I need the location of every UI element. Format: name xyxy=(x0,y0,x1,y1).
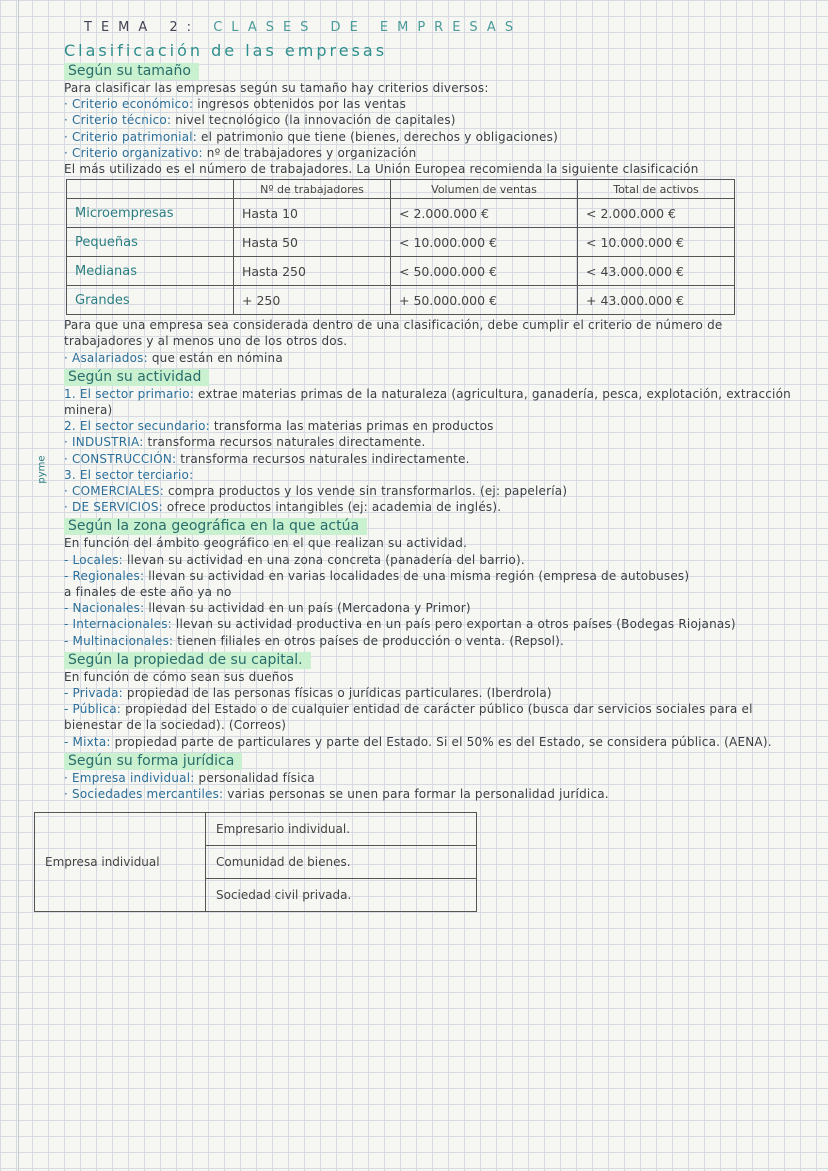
individual-table-label: Empresa individual xyxy=(35,813,206,912)
section-zona: Según la zona geográfica en la que actúa xyxy=(64,518,367,535)
line-lead: · CONSTRUCCIÓN: xyxy=(64,451,177,466)
line-text: propiedad del Estado o de cualquier entidad de carácter público (busca dar servicios sociales para el bienestar de la sociedad). (Correos) xyxy=(64,702,753,733)
main-section-heading: Clasificación de las empresas xyxy=(64,41,388,60)
notes-page xyxy=(36,20,794,912)
post_table-line xyxy=(64,350,794,366)
line-text: extrae materias primas de la naturaleza (agricultura, ganadería, pesca, explotación, extracción minera) xyxy=(64,386,791,418)
size-table-cell: < 2.000.000 € xyxy=(391,199,578,228)
size-table-cell: Hasta 250 xyxy=(234,257,391,286)
line-text: compra productos y los vende sin transformarlos. (ej: papelería) xyxy=(163,484,568,499)
line-text: ingresos obtenidos por las ventas xyxy=(193,97,407,112)
line-lead: · Sociedades mercantiles: xyxy=(64,787,224,802)
line-text: varias personas se unen para formar la personalidad jurídica. xyxy=(223,787,609,802)
size-table-row xyxy=(67,228,735,257)
line-text: que están en nómina xyxy=(147,350,283,365)
line-text: El más utilizado es el número de trabajadores. La Unión Europea recomienda la siguiente clasificación xyxy=(64,162,699,177)
zona-line xyxy=(64,616,794,632)
forma-line xyxy=(64,770,794,786)
size-table-header-cell xyxy=(67,180,234,199)
zona-line xyxy=(64,633,794,649)
post_table-line xyxy=(64,317,794,349)
size-table-cell: + 43.000.000 € xyxy=(578,286,735,315)
size-table-body xyxy=(67,199,735,315)
line-text: llevan su actividad en varias localidades de una misma región (empresa de autobuses) xyxy=(144,568,690,583)
line-lead: 2. El sector secundario: xyxy=(64,419,210,434)
propiedad-block xyxy=(64,669,794,750)
line-text: propiedad de las personas físicas o jurídicas particulares. (Iberdrola) xyxy=(122,686,552,701)
line-lead: · INDUSTRIA: xyxy=(64,435,144,450)
zona-line xyxy=(64,552,794,568)
actividad-line xyxy=(64,434,794,450)
propiedad-line xyxy=(64,701,794,733)
line-text: llevan su actividad en una zona concreta (panadería del barrio). xyxy=(122,552,525,567)
line-lead: 3. El sector terciario: xyxy=(64,467,194,482)
line-text: En función del ámbito geográfico en el que realizan su actividad. xyxy=(64,536,468,551)
individual-table-item: Comunidad de bienes. xyxy=(206,846,477,879)
line-lead: · Empresa individual: xyxy=(64,770,195,785)
section-propiedad: Según la propiedad de su capital. xyxy=(64,652,311,669)
size-table-header-cell: Total de activos xyxy=(578,180,735,199)
line-text: nº de trabajadores y organización xyxy=(202,145,417,160)
forma-block xyxy=(64,770,794,802)
line-lead: · Criterio económico: xyxy=(64,97,194,112)
notebook-margin xyxy=(18,0,19,1171)
line-lead: · COMERCIALES: xyxy=(64,484,164,499)
line-lead: - Multinacionales: xyxy=(64,633,174,648)
tamano-line xyxy=(64,161,794,177)
actividad-line xyxy=(64,418,794,434)
size-table-cell: Pequeñas xyxy=(67,228,234,257)
size-table-row xyxy=(67,199,735,228)
line-text: llevan su actividad en un país (Mercadona y Primor) xyxy=(144,601,471,616)
individual-table xyxy=(34,812,477,912)
zona-line xyxy=(64,600,794,616)
individual-table-item: Sociedad civil privada. xyxy=(206,879,477,912)
line-text: transforma las materias primas en productos xyxy=(209,419,494,434)
size-table-cell: Medianas xyxy=(67,257,234,286)
forma-line xyxy=(64,786,794,802)
tamano-line xyxy=(64,80,794,96)
line-text: el patrimonio que tiene (bienes, derechos y obligaciones) xyxy=(197,129,558,144)
title-prefix: TEMA 2: xyxy=(84,20,201,35)
size-table-cell: < 50.000.000 € xyxy=(391,257,578,286)
pyme-label: pyme xyxy=(36,455,48,484)
post-table-block xyxy=(64,317,794,366)
size-table-cell: Hasta 50 xyxy=(234,228,391,257)
propiedad-line xyxy=(64,734,794,750)
size-table-cell: < 43.000.000 € xyxy=(578,257,735,286)
size-table-cell: + 250 xyxy=(234,286,391,315)
line-text: tienen filiales en otros países de producción o venta. (Repsol). xyxy=(173,633,565,648)
line-lead: - Pública: xyxy=(64,702,122,717)
line-lead: - Mixta: xyxy=(64,734,111,749)
individual-table-row xyxy=(35,813,477,846)
size-table xyxy=(66,179,735,315)
size-table-cell: Hasta 10 xyxy=(234,199,391,228)
line-text: a finales de este año ya no xyxy=(64,585,232,600)
tamano-line xyxy=(64,96,794,112)
line-text: transforma recursos naturales directamente. xyxy=(143,435,426,450)
line-lead: · Criterio patrimonial: xyxy=(64,129,198,144)
size-table-row xyxy=(67,257,735,286)
line-text: transforma recursos naturales indirectamente. xyxy=(176,451,470,466)
title-rest: CLASES DE EMPRESAS xyxy=(200,20,523,35)
zona-line xyxy=(64,535,794,551)
section-forma: Según su forma jurídica xyxy=(64,753,242,770)
tamano-line xyxy=(64,112,794,128)
size-table-row xyxy=(67,286,735,315)
zona-line xyxy=(64,584,794,600)
line-text: personalidad física xyxy=(194,770,315,785)
actividad-line xyxy=(64,483,794,499)
tamano-block xyxy=(64,80,794,177)
actividad-line xyxy=(64,467,794,483)
size-table-cell: Grandes xyxy=(67,286,234,315)
section-actividad: Según su actividad xyxy=(64,369,209,386)
zona-line xyxy=(64,568,794,584)
line-lead: - Locales: xyxy=(64,552,123,567)
size-table-cell: + 50.000.000 € xyxy=(391,286,578,315)
line-lead: - Privada: xyxy=(64,686,123,701)
line-lead: - Nacionales: xyxy=(64,601,145,616)
line-lead: · Asalariados: xyxy=(64,350,148,365)
line-lead: - Regionales: xyxy=(64,568,145,583)
line-text: propiedad parte de particulares y parte del Estado. Si el 50% es del Estado, se considera pública. (AENA). xyxy=(110,734,772,749)
actividad-line xyxy=(64,386,794,418)
line-lead: 1. El sector primario: xyxy=(64,386,195,401)
size-table-cell: Microempresas xyxy=(67,199,234,228)
propiedad-line xyxy=(64,669,794,685)
size-table-cell: < 10.000.000 € xyxy=(578,228,735,257)
line-lead: · Criterio organizativo: xyxy=(64,145,203,160)
line-lead: · Criterio técnico: xyxy=(64,113,172,128)
tamano-line xyxy=(64,129,794,145)
line-text: ofrece productos intangibles (ej: academia de inglés). xyxy=(162,500,502,515)
line-lead: - Internacionales: xyxy=(64,617,172,632)
size-table-header xyxy=(67,180,735,199)
actividad-line xyxy=(64,451,794,467)
individual-table-item: Empresario individual. xyxy=(206,813,477,846)
size-table-header-cell: Nº de trabajadores xyxy=(234,180,391,199)
zona-block xyxy=(64,535,794,648)
propiedad-line xyxy=(64,685,794,701)
line-lead: · DE SERVICIOS: xyxy=(64,500,163,515)
line-text: Para que una empresa sea considerada dentro de una clasificación, debe cumplir el criterio de número de trabajadores y al menos uno de los otros dos. xyxy=(64,318,723,349)
line-text: Para clasificar las empresas según su tamaño hay criterios diversos: xyxy=(64,81,489,95)
actividad-line xyxy=(64,499,794,515)
line-text: nivel tecnológico (la innovación de capitales) xyxy=(171,113,456,128)
size-table-cell: < 10.000.000 € xyxy=(391,228,578,257)
tamano-line xyxy=(64,145,794,161)
actividad-block xyxy=(64,386,794,516)
line-text: llevan su actividad productiva en un país pero exportan a otros países (Bodegas Riojanas) xyxy=(171,617,736,632)
size-table-header-cell: Volumen de ventas xyxy=(391,180,578,199)
section-tamano: Según su tamaño xyxy=(64,63,199,80)
page-title xyxy=(84,20,794,42)
line-text: En función de cómo sean sus dueños xyxy=(64,669,294,684)
size-table-cell: < 2.000.000 € xyxy=(578,199,735,228)
individual-table-body xyxy=(35,813,477,912)
